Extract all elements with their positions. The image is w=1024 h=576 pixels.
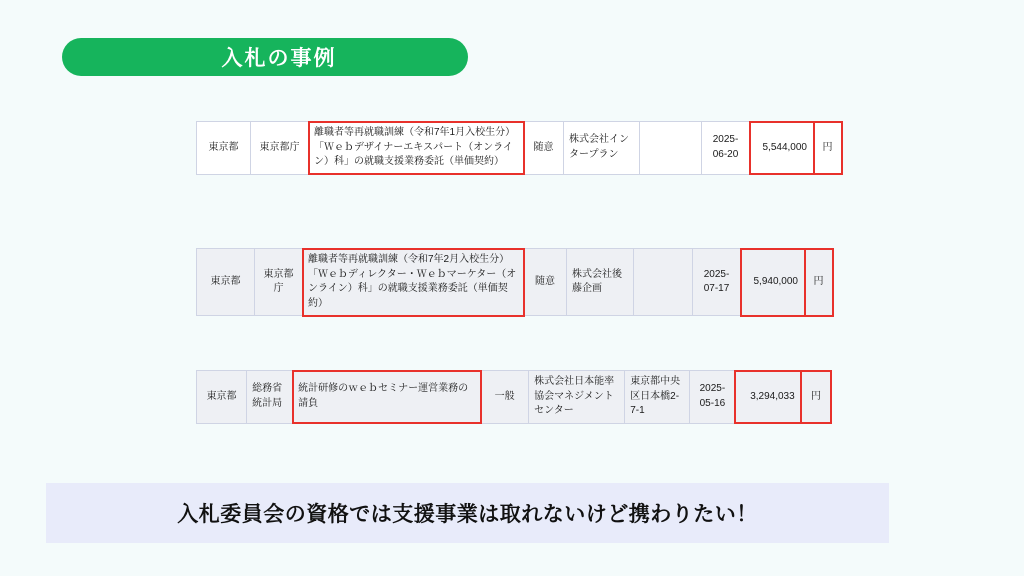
bottom-message-banner <box>46 483 889 543</box>
cell-project: 離職者等再就職訓練（令和7年2月入校生分）「Ｗｅｂディレクター・Ｗｅｂマーケター（オンライン）科」の就職支援業務委託（単価契約） <box>303 249 524 316</box>
cell-date: 2025-05-16 <box>689 371 735 424</box>
cell-method: 随意 <box>524 249 567 316</box>
cell-prefecture: 東京都 <box>197 249 255 316</box>
cell-method: 随意 <box>524 122 564 175</box>
cell-company: 株式会社日本能率協会マネジメントセンター <box>529 371 625 424</box>
cell-prefecture: 東京都 <box>197 371 247 424</box>
table-row <box>197 122 842 175</box>
cell-prefecture: 東京都 <box>197 122 251 175</box>
cell-address <box>640 122 702 175</box>
cell-amount: 3,294,033 <box>735 371 801 424</box>
cell-date: 2025-07-17 <box>693 249 741 316</box>
cell-date: 2025-06-20 <box>702 122 750 175</box>
table-row <box>197 371 831 424</box>
bid-record-table-1 <box>196 121 842 175</box>
banner-text: 入札委員会の資格では支援事業は取れないけど携わりたい！ <box>177 503 758 526</box>
bid-record-table-2 <box>196 248 833 316</box>
cell-currency-unit: 円 <box>814 122 842 175</box>
cell-office: 東京都庁 <box>255 249 303 316</box>
slide-title-pill <box>62 38 468 76</box>
table-row <box>197 249 833 316</box>
cell-project: 統計研修のｗｅｂセミナー運営業務の請負 <box>293 371 481 424</box>
cell-amount: 5,940,000 <box>741 249 805 316</box>
cell-address <box>634 249 693 316</box>
bid-record-table-3 <box>196 370 831 424</box>
cell-company: 株式会社後藤企画 <box>567 249 634 316</box>
cell-currency-unit: 円 <box>805 249 833 316</box>
cell-office: 東京都庁 <box>251 122 309 175</box>
cell-address: 東京都中央区日本橋2-7-1 <box>625 371 690 424</box>
cell-company: 株式会社インタープラン <box>564 122 640 175</box>
cell-method: 一般 <box>481 371 529 424</box>
cell-amount: 5,544,000 <box>750 122 814 175</box>
page-title: 入札の事例 <box>221 47 337 70</box>
cell-office: 総務省統計局 <box>247 371 293 424</box>
cell-project: 離職者等再就職訓練（令和7年1月入校生分）「Ｗｅｂデザイナーエキスパート（オンライン）科」の就職支援業務委託（単価契約） <box>309 122 524 175</box>
cell-currency-unit: 円 <box>801 371 830 424</box>
